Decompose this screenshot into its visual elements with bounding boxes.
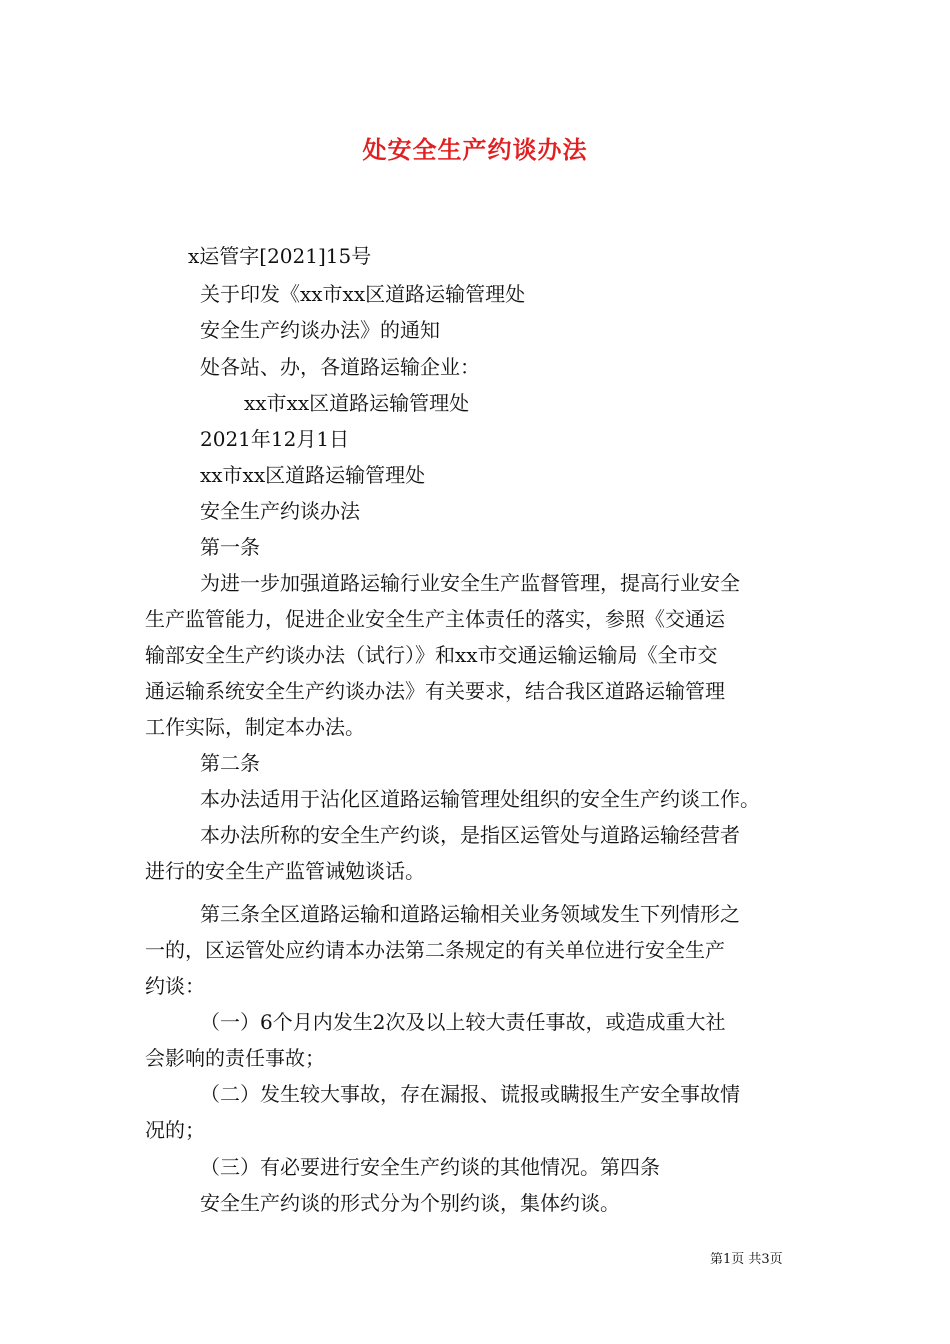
paragraph-line: 约谈： (145, 974, 205, 998)
paragraph-line: 本办法适用于沾化区道路运输管理处组织的安全生产约谈工作。 (200, 787, 760, 811)
paragraph-line: 一的，区运管处应约请本办法第二条规定的有关单位进行安全生产 (145, 938, 725, 962)
document-title: 处安全生产约谈办法 (362, 135, 588, 164)
article-heading: 第一条 (200, 535, 260, 559)
paragraph-line: 生产监管能力，促进企业安全生产主体责任的落实，参照《交通运 (145, 607, 725, 631)
paragraph-line: 本办法所称的安全生产约谈，是指区运管处与道路运输经营者 (200, 823, 740, 847)
list-item: （二）发生较大事故，存在漏报、谎报或瞒报生产安全事故情 (200, 1082, 740, 1106)
page-number: 第1页 共3页 (710, 1252, 783, 1267)
notice-title-line-1: 关于印发《xx市xx区道路运输管理处 (200, 282, 526, 306)
paragraph-line: 安全生产约谈的形式分为个别约谈，集体约谈。 (200, 1191, 620, 1215)
issuer: xx市xx区道路运输管理处 (244, 391, 470, 415)
issue-date: 2021年12月1日 (200, 427, 350, 451)
paragraph-line: 工作实际，制定本办法。 (145, 715, 365, 739)
list-item: 会影响的责任事故； (145, 1046, 325, 1070)
doc-number: x运管字[2021]15号 (188, 244, 372, 268)
regulation-title: 安全生产约谈办法 (200, 499, 360, 523)
paragraph-line: 进行的安全生产监管诫勉谈话。 (145, 859, 425, 883)
paragraph-line: 第三条全区道路运输和道路运输相关业务领域发生下列情形之 (200, 902, 740, 926)
notice-title-line-2: 安全生产约谈办法》的通知 (200, 318, 440, 342)
paragraph-line: 输部安全生产约谈办法（试行）》和xx市交通运输运输局《全市交 (145, 643, 718, 667)
issuer-repeat: xx市xx区道路运输管理处 (200, 463, 426, 487)
list-item: 况的； (145, 1118, 205, 1142)
paragraph-line: 通运输系统安全生产约谈办法》有关要求，结合我区道路运输管理 (145, 679, 725, 703)
list-item: （三）有必要进行安全生产约谈的其他情况。第四条 (200, 1155, 660, 1179)
recipients: 处各站、办，各道路运输企业： (200, 355, 480, 379)
list-item: （一）6个月内发生2次及以上较大责任事故，或造成重大社 (200, 1010, 726, 1034)
article-heading: 第二条 (200, 751, 260, 775)
paragraph-line: 为进一步加强道路运输行业安全生产监督管理，提高行业安全 (200, 571, 740, 595)
